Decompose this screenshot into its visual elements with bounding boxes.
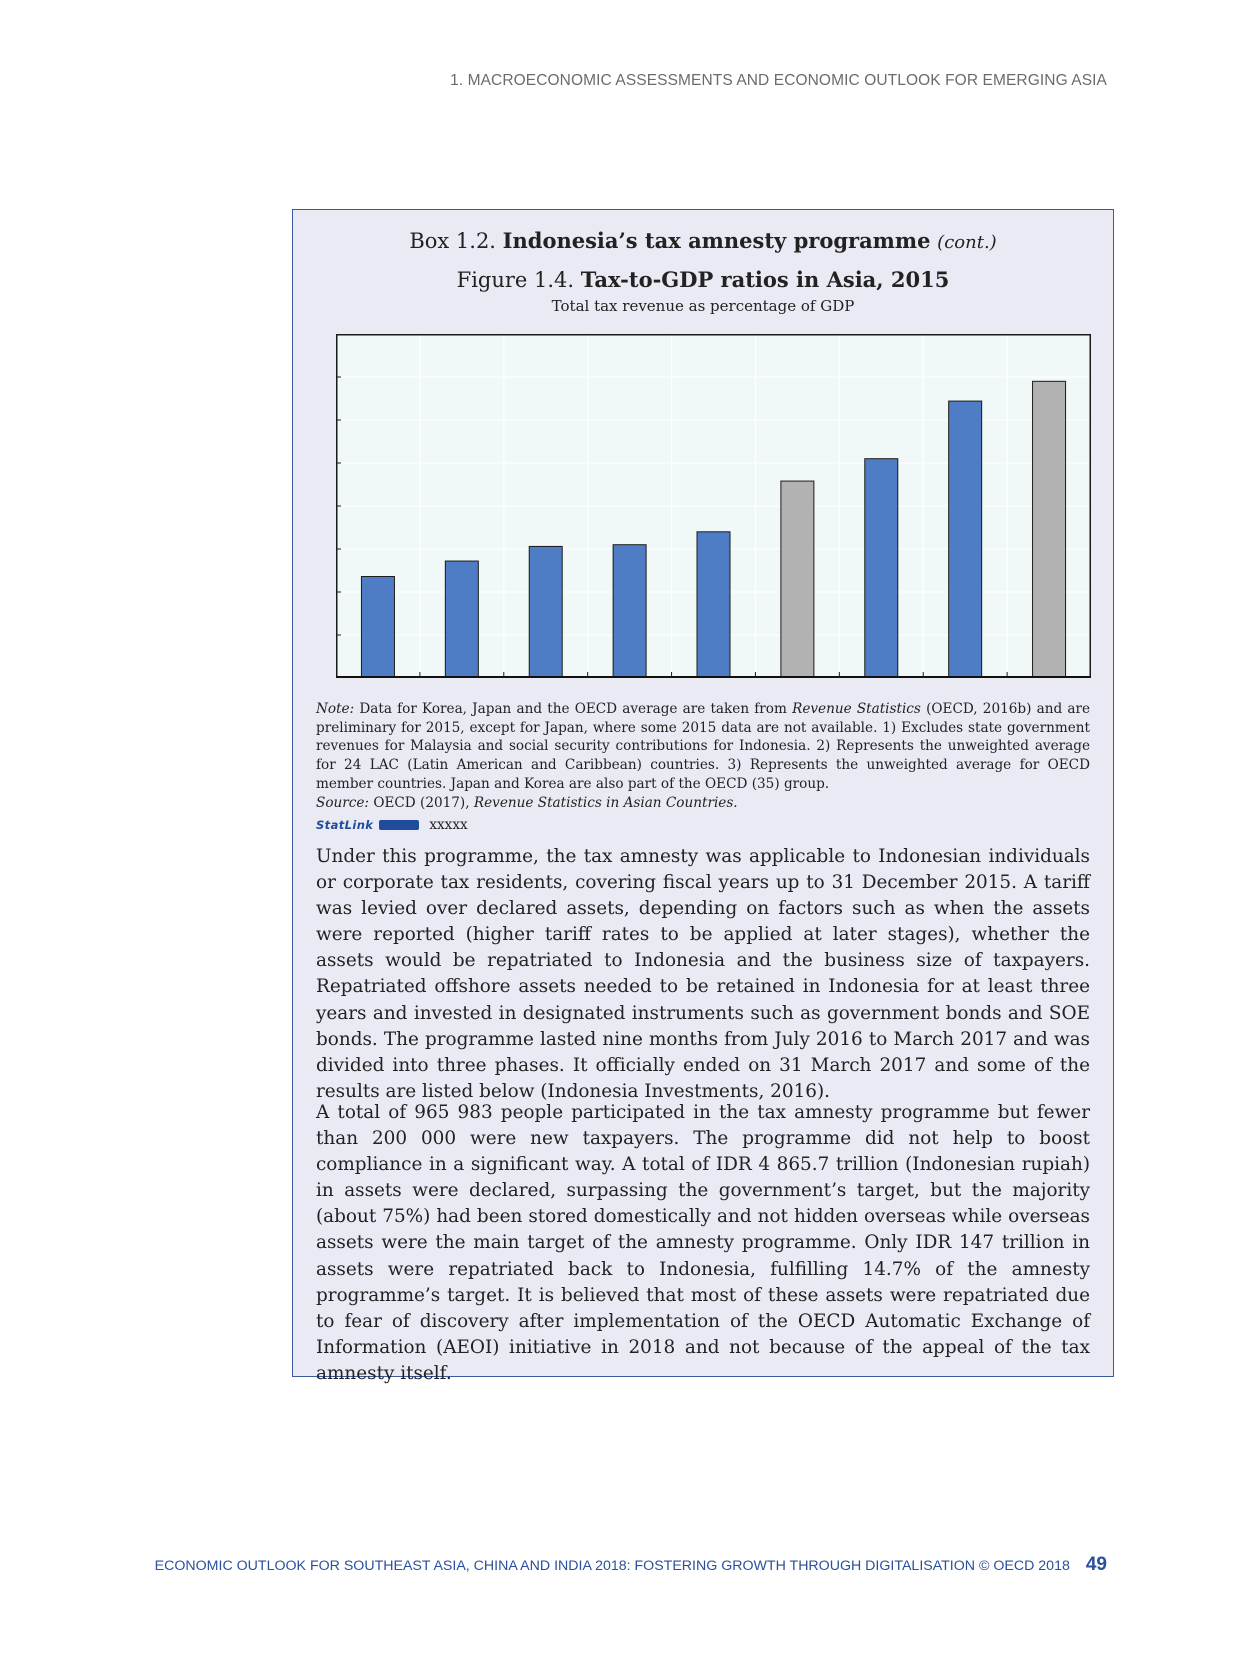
- source-title: Revenue Statistics in Asian Countries.: [473, 794, 738, 811]
- box-title: [293, 228, 1113, 253]
- statlink-url[interactable]: xxxxx: [429, 817, 468, 833]
- note-source-title: Revenue Statistics: [792, 701, 921, 717]
- bar: [1033, 381, 1066, 678]
- figure-note: [316, 700, 1090, 812]
- box-cont: (cont.): [937, 232, 997, 253]
- box-label: Box 1.2.: [409, 229, 496, 253]
- statlink[interactable]: [316, 816, 468, 834]
- running-header: 1. MACROECONOMIC ASSESSMENTS AND ECONOMIC OUTLOOK FOR EMERGING ASIA: [450, 72, 1107, 89]
- bar-chart: [336, 334, 1091, 678]
- source-label: Source:: [316, 794, 369, 811]
- footer-publication: ECONOMIC OUTLOOK FOR SOUTHEAST ASIA, CHINA AND INDIA 2018: FOSTERING GROWTH THROUGH DIGITALISATION © OECD 2018: [154, 1558, 1070, 1574]
- box-panel: [292, 209, 1114, 1384]
- body-paragraph-2: A total of 965 983 people participated in the tax amnesty programme but fewer than 200 000 were new taxpayers. The programme did not help to boost compliance in a significant way. A total of IDR 4 865.7 trillion (Indonesian rupiah) in assets were declared, surpassing the government’s target, but the majority (about 75%) had been stored domestically and not hidden overseas while overseas assets were the main target of the amnesty programme. Only IDR 147 trillion in assets were repatriated back to Indonesia, fulfilling 14.7% of the amnesty programme’s target. It is believed that most of these assets were repatriated due to fear of discovery after implementation of the OECD Automatic Exchange of Information (AEOI) initiative in 2018 and not because of the appeal of the tax amnesty itself.: [316, 1102, 1090, 1384]
- source-text: OECD (2017),: [373, 794, 470, 811]
- bar: [529, 546, 562, 678]
- note-text-2: (OECD, 2016b) and are preliminary for 2015, except for Japan, where some 2015 data are not available. 1) Excludes state government revenues for Malaysia and social security contributions for Indonesia. 2) Represents the unweighted average for 24 LAC (Latin American and Caribbean) countries. 3) Represents the unweighted average for OECD member countries. Japan and Korea are also part of the OECD (35) group.: [316, 701, 1091, 792]
- statlink-badge-icon: [379, 820, 419, 830]
- note-text-1: Data for Korea, Japan and the OECD average are taken from: [359, 701, 787, 717]
- bar: [445, 561, 478, 678]
- note-label: Note:: [316, 701, 355, 717]
- figure-title-text: Tax-to-GDP ratios in Asia, 2015: [580, 267, 950, 292]
- bar: [865, 459, 898, 678]
- page-footer: [155, 1554, 1107, 1576]
- bar: [697, 532, 730, 678]
- box-title-text: Indonesia’s tax amnesty programme: [502, 228, 931, 253]
- bar: [613, 545, 646, 678]
- figure-label: Figure 1.4.: [456, 268, 575, 292]
- figure-title: [293, 267, 1113, 292]
- bar: [781, 481, 814, 678]
- statlink-logo: StatLink: [316, 818, 374, 832]
- body-paragraph-1: Under this programme, the tax amnesty was applicable to Indonesian individuals or corporate tax residents, covering fiscal years up to 31 December 2015. A tariff was levied over declared assets, depending on factors such as when the assets were reported (higher tariff rates to be applied at later stages), whether the assets would be repatriated to Indonesia and the business size of taxpayers. Repatriated offshore assets needed to be retained in Indonesia for at least three years and invested in designated instruments such as government bonds and SOE bonds. The programme lasted nine months from July 2016 to March 2017 and was divided into three phases. It officially ended on 31 March 2017 and some of the results are listed below (Indonesia Investments, 2016).: [316, 846, 1090, 1102]
- bar: [361, 577, 394, 678]
- page-number: 49: [1085, 1554, 1107, 1575]
- bar: [949, 401, 982, 678]
- figure-subtitle: Total tax revenue as percentage of GDP: [551, 297, 855, 315]
